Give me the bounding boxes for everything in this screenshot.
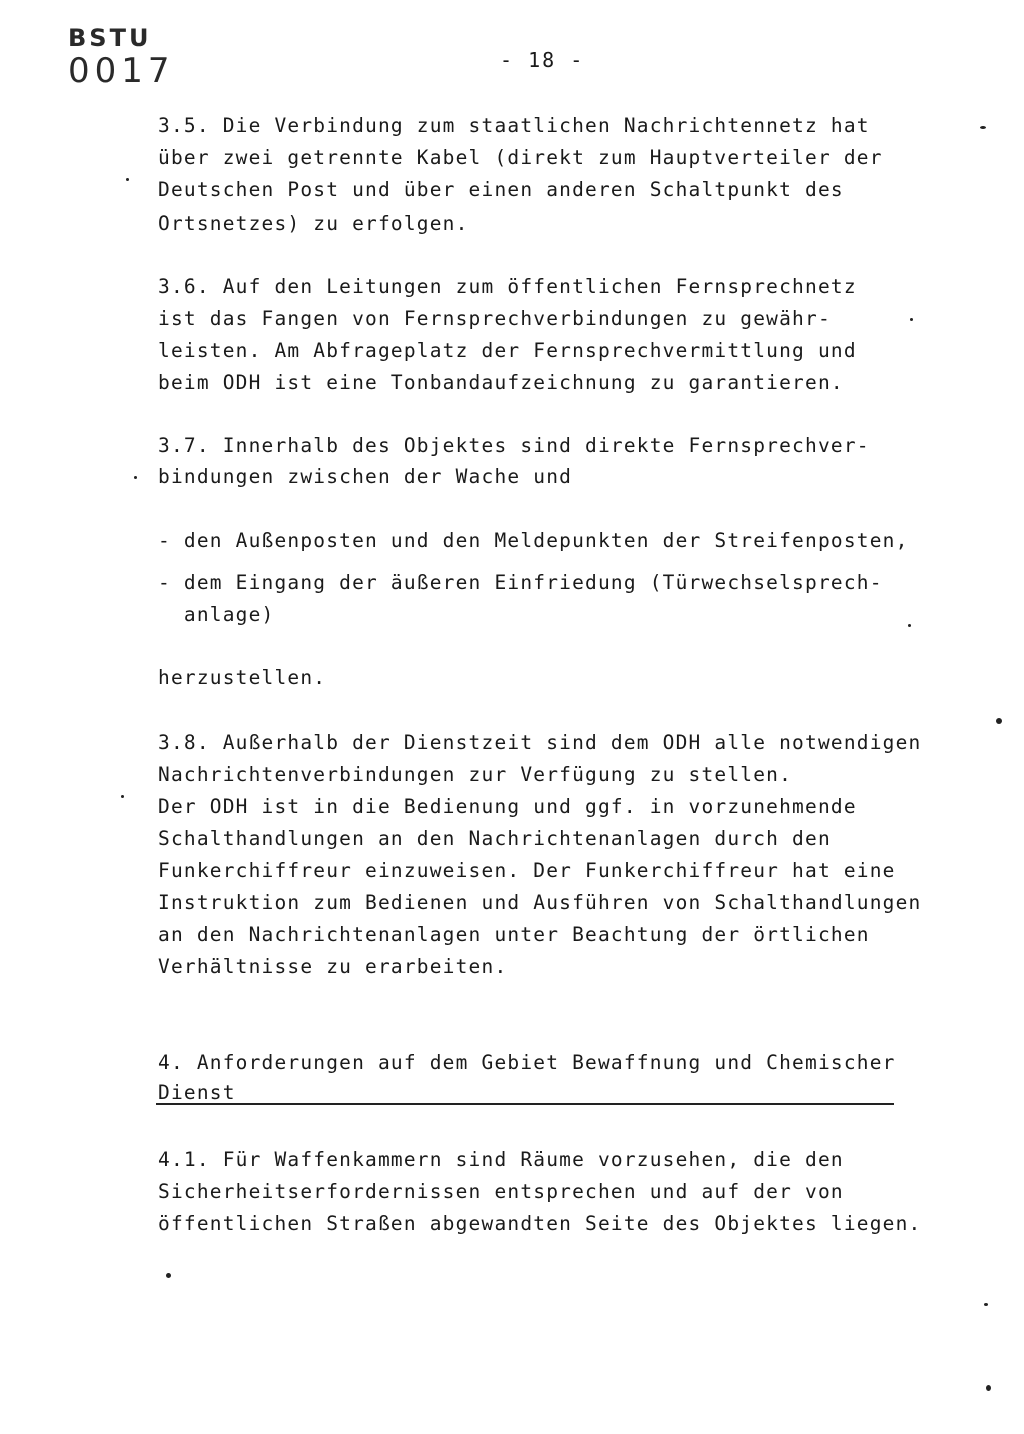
text-line: Deutschen Post und über einen anderen Schaltpunkt des — [158, 178, 844, 201]
scan-speck — [910, 318, 913, 321]
text-line: 3.6. Auf den Leitungen zum öffentlichen Fernsprechnetz — [158, 275, 857, 298]
text-line: Der ODH ist in die Bedienung und ggf. in vorzunehmende — [158, 795, 857, 818]
scan-speck — [166, 1273, 171, 1278]
text-line: ist das Fangen von Fernsprechverbindungen zu gewähr- — [158, 307, 831, 330]
text-line: Instruktion zum Bedienen und Ausführen von Schalthandlungen — [158, 891, 922, 914]
text-line: 3.8. Außerhalb der Dienstzeit sind dem ODH alle notwendigen — [158, 731, 922, 754]
scan-speck — [996, 718, 1002, 724]
stamp-agency: BSTU — [68, 24, 152, 52]
text-line: Verhältnisse zu erarbeiten. — [158, 955, 508, 978]
text-line: Sicherheitserfordernissen entsprechen und auf der von — [158, 1180, 844, 1203]
scan-speck — [126, 178, 129, 181]
text-line: herzustellen. — [158, 666, 327, 689]
text-line: Nachrichtenverbindungen zur Verfügung zu stellen. — [158, 763, 793, 786]
text-line: über zwei getrennte Kabel (direkt zum Hauptverteiler der — [158, 146, 883, 169]
heading-underline — [156, 1103, 894, 1105]
scan-speck — [134, 476, 137, 479]
text-line: bindungen zwischen der Wache und — [158, 465, 573, 488]
stamp-number: 0017 — [68, 51, 175, 91]
text-line: öffentlichen Straßen abgewandten Seite des Objektes liegen. — [158, 1212, 922, 1235]
section-heading: 4. Anforderungen auf dem Gebiet Bewaffnung und Chemischer — [158, 1051, 896, 1074]
page-number: - 18 - — [500, 48, 585, 72]
text-line: 4.1. Für Waffenkammern sind Räume vorzusehen, die den — [158, 1148, 844, 1171]
archive-stamp — [68, 24, 175, 91]
section-heading: Dienst — [158, 1081, 236, 1104]
scan-speck — [980, 126, 986, 129]
scan-speck — [984, 1303, 988, 1306]
text-line: Funkerchiffreur einzuweisen. Der Funkerchiffreur hat eine — [158, 859, 896, 882]
list-item: - dem Eingang der äußeren Einfriedung (Türwechselsprech- — [158, 571, 883, 594]
text-line: 3.7. Innerhalb des Objektes sind direkte Fernsprechver- — [158, 434, 870, 457]
text-line: beim ODH ist eine Tonbandaufzeichnung zu garantieren. — [158, 371, 844, 394]
text-line: leisten. Am Abfrageplatz der Fernsprechvermittlung und — [158, 339, 857, 362]
scan-speck — [908, 624, 911, 627]
list-item: - den Außenposten und den Meldepunkten der Streifenposten, — [158, 529, 909, 552]
scan-speck — [121, 795, 124, 798]
text-line: Schalthandlungen an den Nachrichtenanlagen durch den — [158, 827, 831, 850]
text-line: an den Nachrichtenanlagen unter Beachtung der örtlichen — [158, 923, 870, 946]
text-line: 3.5. Die Verbindung zum staatlichen Nachrichtennetz hat — [158, 114, 870, 137]
scan-speck — [986, 1385, 991, 1391]
text-line: Ortsnetzes) zu erfolgen. — [158, 212, 469, 235]
list-item-continuation: anlage) — [158, 603, 275, 626]
